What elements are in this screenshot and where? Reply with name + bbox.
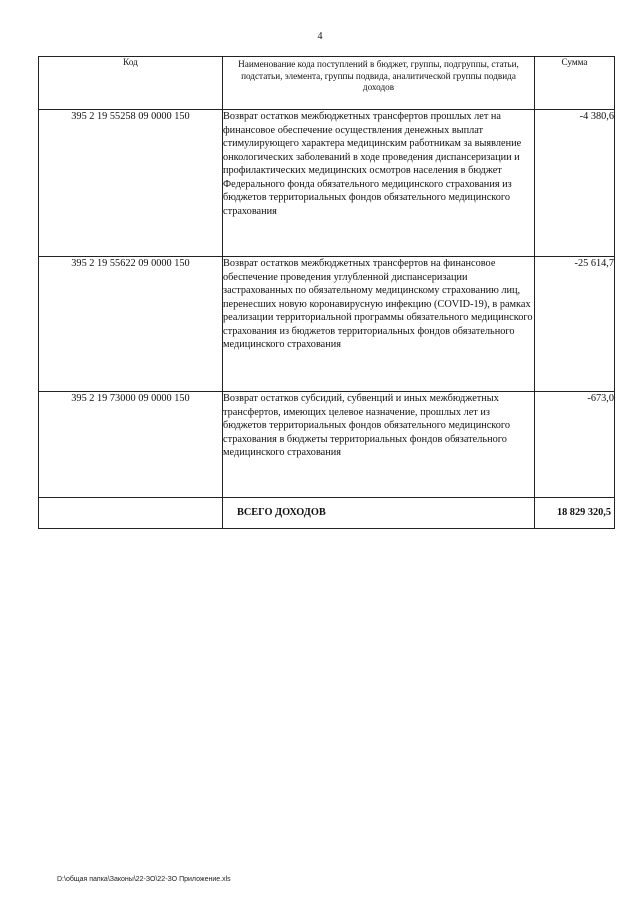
table-header-row — [39, 57, 615, 110]
row-sum: -25 614,7 — [535, 257, 615, 392]
row-code: 395 2 19 73000 09 0000 150 — [39, 392, 223, 498]
table-row — [39, 257, 615, 392]
row-sum: -673,0 — [535, 392, 615, 498]
column-header-sum: Сумма — [535, 57, 615, 110]
table-row — [39, 110, 615, 257]
file-path-footer: D:\общая папка\Законы\22-ЗО\22-ЗО Приложение.xls — [57, 876, 231, 883]
page-number: 4 — [317, 31, 323, 42]
row-sum: -4 380,6 — [535, 110, 615, 257]
row-name: Возврат остатков межбюджетных трансфертов прошлых лет на финансовое обеспечение осуществления денежных выплат стимулирующего характера медицинским работникам за выявление онкологических заболеваний в ходе проведения диспансеризации и профилактических медицинских осмотров населения в бюджет Федерального фонда обязательного медицинского страхования из бюджетов территориальных фондов обязательного медицинского страхования — [223, 110, 535, 257]
total-sum: 18 829 320,5 — [535, 498, 615, 529]
table-row — [39, 392, 615, 498]
row-name: Возврат остатков межбюджетных трансфертов на финансовое обеспечение проведения углубленной диспансеризации застрахованных по обязательному медицинскому страхованию лиц, перенесших новую коронавирусную инфекцию (COVID-19), в рамках реализации территориальной программы обязательного медицинского страхования из бюджетов территориальных фондов обязательного медицинского страхования — [223, 257, 535, 392]
row-code: 395 2 19 55258 09 0000 150 — [39, 110, 223, 257]
total-row — [39, 498, 615, 529]
row-name: Возврат остатков субсидий, субвенций и иных межбюджетных трансфертов, имеющих целевое назначение, прошлых лет из бюджетов территориальных фондов обязательного медицинского страхования в бюджеты территориальных фондов обязательного медицинского страхования — [223, 392, 535, 498]
column-header-name: Наименование кода поступлений в бюджет, группы, подгруппы, статьи, подстатьи, элемента, группы подвида, аналитической группы подвида доходов — [223, 57, 535, 110]
column-header-code: Код — [39, 57, 223, 110]
total-code-cell — [39, 498, 223, 529]
row-code: 395 2 19 55622 09 0000 150 — [39, 257, 223, 392]
total-label: ВСЕГО ДОХОДОВ — [223, 498, 535, 529]
revenue-table — [38, 56, 615, 529]
